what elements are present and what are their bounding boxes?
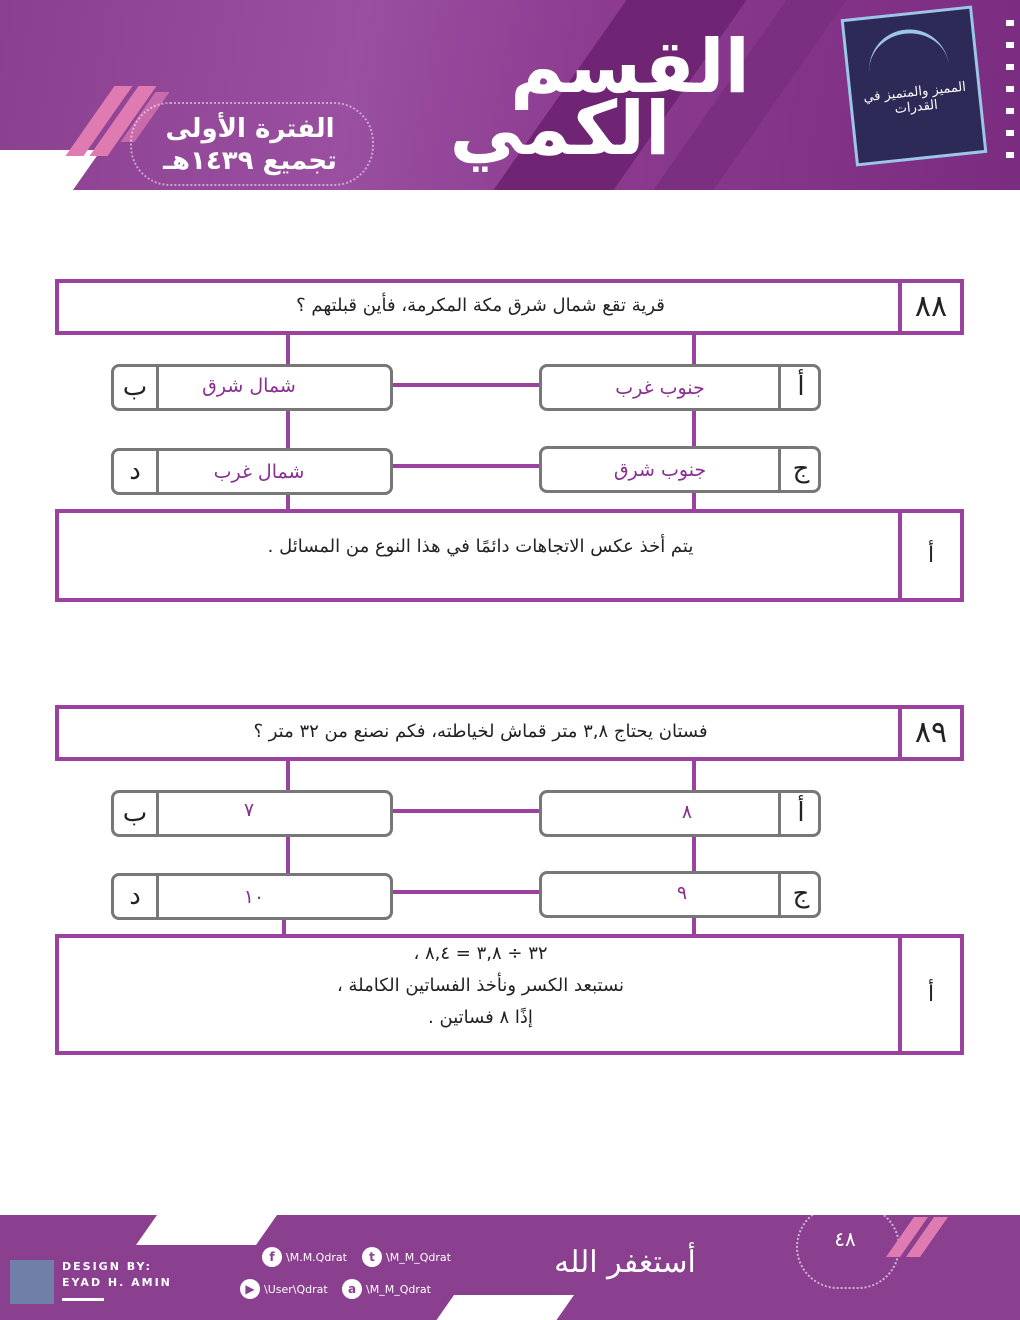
option-d[interactable] — [111, 448, 393, 495]
option-a[interactable] — [539, 790, 821, 837]
connector-line — [692, 331, 696, 365]
youtube-icon[interactable]: ▶ — [240, 1279, 260, 1299]
answer-88-box — [55, 509, 906, 602]
facebook-icon[interactable]: f — [262, 1247, 282, 1267]
connector-line — [692, 408, 696, 448]
twitter-handle[interactable]: \M_M_Qdrat — [386, 1251, 451, 1264]
option-d-label: د — [114, 876, 159, 917]
period-line-1: الفترة الأولى — [165, 114, 335, 144]
question-89-text: فستان يحتاج ٣,٨ متر قماش لخياطته، فكم نصنع من ٣٢ متر ؟ — [253, 721, 708, 742]
option-b-label: ب — [114, 367, 159, 408]
option-d-text: ١٠ — [243, 886, 265, 908]
question-88-text: قرية تقع شمال شرق مكة المكرمة، فأين قبلتهم ؟ — [296, 295, 665, 316]
connector-line — [692, 834, 696, 872]
option-a-label: أ — [778, 793, 821, 834]
connector-line — [286, 757, 290, 791]
calligraphy: أستغفر الله — [554, 1245, 696, 1280]
option-a-text: جنوب غرب — [615, 377, 705, 399]
page-footer — [0, 1215, 1020, 1320]
answer-88-line-1: يتم أخذ عكس الاتجاهات دائمًا في هذا النوع من المسائل . — [267, 536, 694, 557]
designer-logo — [10, 1260, 54, 1304]
option-c[interactable] — [539, 446, 821, 493]
option-b[interactable] — [111, 790, 393, 837]
connector-line — [286, 834, 290, 874]
designer-name: EYAD H. AMIN — [62, 1276, 172, 1289]
answer-89-label: أ — [898, 934, 964, 1055]
question-89-bar — [55, 705, 906, 761]
answer-89-line-2: نستبعد الكسر ونأخذ الفساتين الكاملة ، — [336, 975, 625, 996]
connector-line — [390, 809, 540, 813]
youtube-handle[interactable]: \User\Qdrat — [264, 1283, 328, 1296]
option-c-label: ج — [778, 449, 821, 490]
answer-89-line-1: ٣٢ ÷ ٣,٨ = ٨,٤ ، — [413, 943, 548, 964]
page-header — [0, 0, 1020, 190]
option-d-label: د — [114, 451, 159, 492]
facebook-handle[interactable]: \M.M.Qdrat — [286, 1251, 347, 1264]
logo-book — [841, 6, 988, 167]
option-c-text: ٩ — [676, 882, 688, 904]
answer-89-line-3: إذًا ٨ فساتين . — [428, 1007, 533, 1028]
twitter-icon[interactable]: t — [362, 1247, 382, 1267]
connector-line — [286, 331, 290, 365]
book-icon — [865, 25, 949, 77]
website-handle[interactable]: \M_M_Qdrat — [366, 1283, 431, 1296]
option-a-text: ٨ — [681, 801, 693, 823]
period-line-2: تجميع ١٤٣٩هـ — [163, 146, 337, 176]
option-b-label: ب — [114, 793, 159, 834]
connector-line — [390, 890, 540, 894]
website-icon[interactable]: a — [342, 1279, 362, 1299]
option-c-text: جنوب شرق — [613, 459, 707, 481]
connector-line — [390, 464, 540, 468]
question-89-number: ٨٩ — [898, 705, 964, 761]
answer-88-label: أ — [898, 509, 964, 602]
question-88-number: ٨٨ — [898, 279, 964, 335]
title-line-1: القسم — [510, 24, 750, 110]
title-line-2: الكمي — [449, 86, 671, 172]
option-d-text: شمال غرب — [213, 461, 305, 483]
question-88-bar — [55, 279, 906, 335]
dots-decoration — [1006, 20, 1014, 170]
option-c[interactable] — [539, 871, 821, 918]
option-c-label: ج — [778, 874, 821, 915]
option-a-label: أ — [778, 367, 821, 408]
page-number: ٤٨ — [834, 1227, 856, 1251]
underline — [62, 1298, 104, 1301]
answer-89-box — [55, 934, 906, 1055]
option-b-text: ٧ — [243, 799, 255, 821]
logo-text: المميز والمتميز في القدرات — [862, 79, 967, 118]
option-b[interactable] — [111, 364, 393, 411]
connector-line — [692, 757, 696, 791]
option-a[interactable] — [539, 364, 821, 411]
option-b-text: شمال شرق — [202, 375, 296, 397]
connector-line — [390, 383, 540, 387]
connector-line — [286, 408, 290, 450]
option-d[interactable] — [111, 873, 393, 920]
design-by-label: DESIGN BY: — [62, 1260, 152, 1273]
